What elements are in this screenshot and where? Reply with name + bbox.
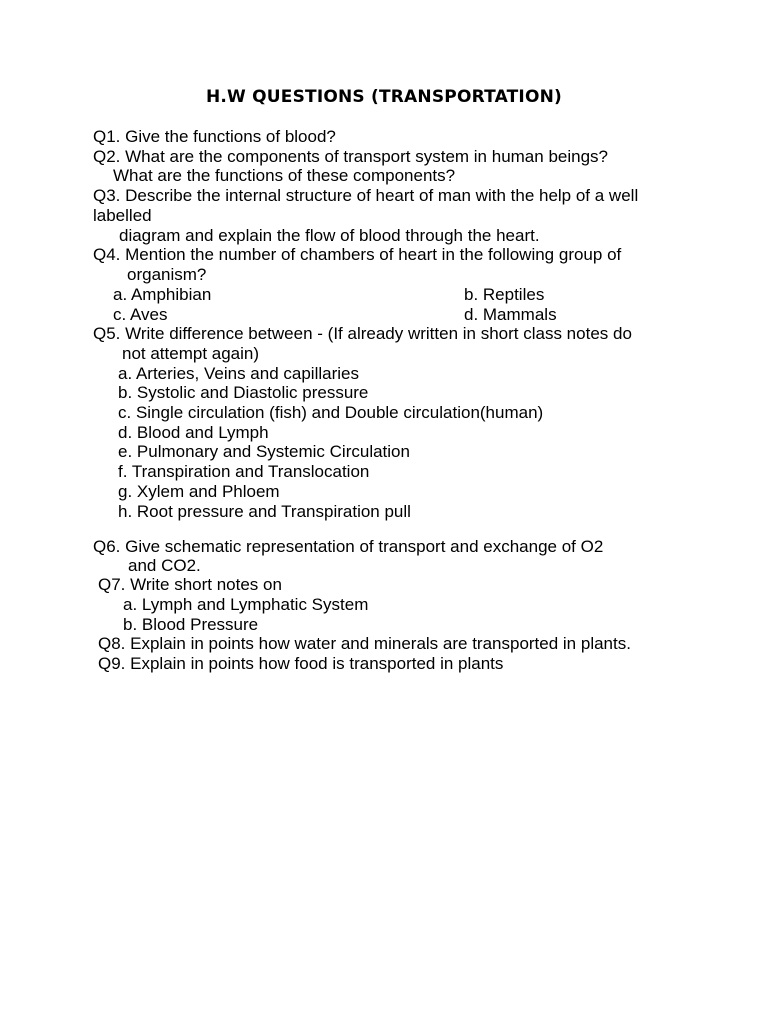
question-7: Q7. Write short notes on xyxy=(98,575,282,594)
question-6-line-2: and CO2. xyxy=(128,556,201,575)
question-7-item: b. Blood Pressure xyxy=(123,615,259,634)
question-4-option-d: d. Mammals xyxy=(464,305,557,324)
question-4-option-a: a. Amphibian xyxy=(113,285,212,304)
question-5-item: d. Blood and Lymph xyxy=(118,423,269,442)
question-5-item: a. Arteries, Veins and capillaries xyxy=(118,364,359,383)
question-3-line-3: diagram and explain the flow of blood through the heart. xyxy=(119,226,540,245)
question-4-option-c: c. Aves xyxy=(113,305,168,324)
question-2-line-2: What are the functions of these components? xyxy=(113,166,456,185)
question-3-line-1: Q3. Describe the internal structure of heart of man with the help of a well xyxy=(93,186,639,205)
question-5-line-1: Q5. Write difference between - (If already written in short class notes do xyxy=(93,324,632,343)
question-4-option-b: b. Reptiles xyxy=(464,285,545,304)
question-5-item: c. Single circulation (fish) and Double circulation(human) xyxy=(118,403,544,422)
document-title: H.W QUESTIONS (TRANSPORTATION) xyxy=(205,87,563,107)
question-5-item: g. Xylem and Phloem xyxy=(118,482,280,501)
question-9: Q9. Explain in points how food is transported in plants xyxy=(98,654,504,673)
question-4-line-1: Q4. Mention the number of chambers of heart in the following group of xyxy=(93,245,622,264)
question-6-line-1: Q6. Give schematic representation of transport and exchange of O2 xyxy=(93,537,604,556)
question-7-item: a. Lymph and Lymphatic System xyxy=(123,595,369,614)
question-5-item: e. Pulmonary and Systemic Circulation xyxy=(118,442,410,461)
question-2-line-1: Q2. What are the components of transport system in human beings? xyxy=(93,147,608,166)
question-1: Q1. Give the functions of blood? xyxy=(93,127,336,146)
question-5-item: f. Transpiration and Translocation xyxy=(118,462,370,481)
question-5-item: h. Root pressure and Transpiration pull xyxy=(118,502,411,521)
question-4-line-2: organism? xyxy=(127,265,207,284)
question-5-item: b. Systolic and Diastolic pressure xyxy=(118,383,369,402)
question-3-line-2: labelled xyxy=(93,206,152,225)
question-5-line-2: not attempt again) xyxy=(122,344,260,363)
question-8: Q8. Explain in points how water and minerals are transported in plants. xyxy=(98,634,631,653)
